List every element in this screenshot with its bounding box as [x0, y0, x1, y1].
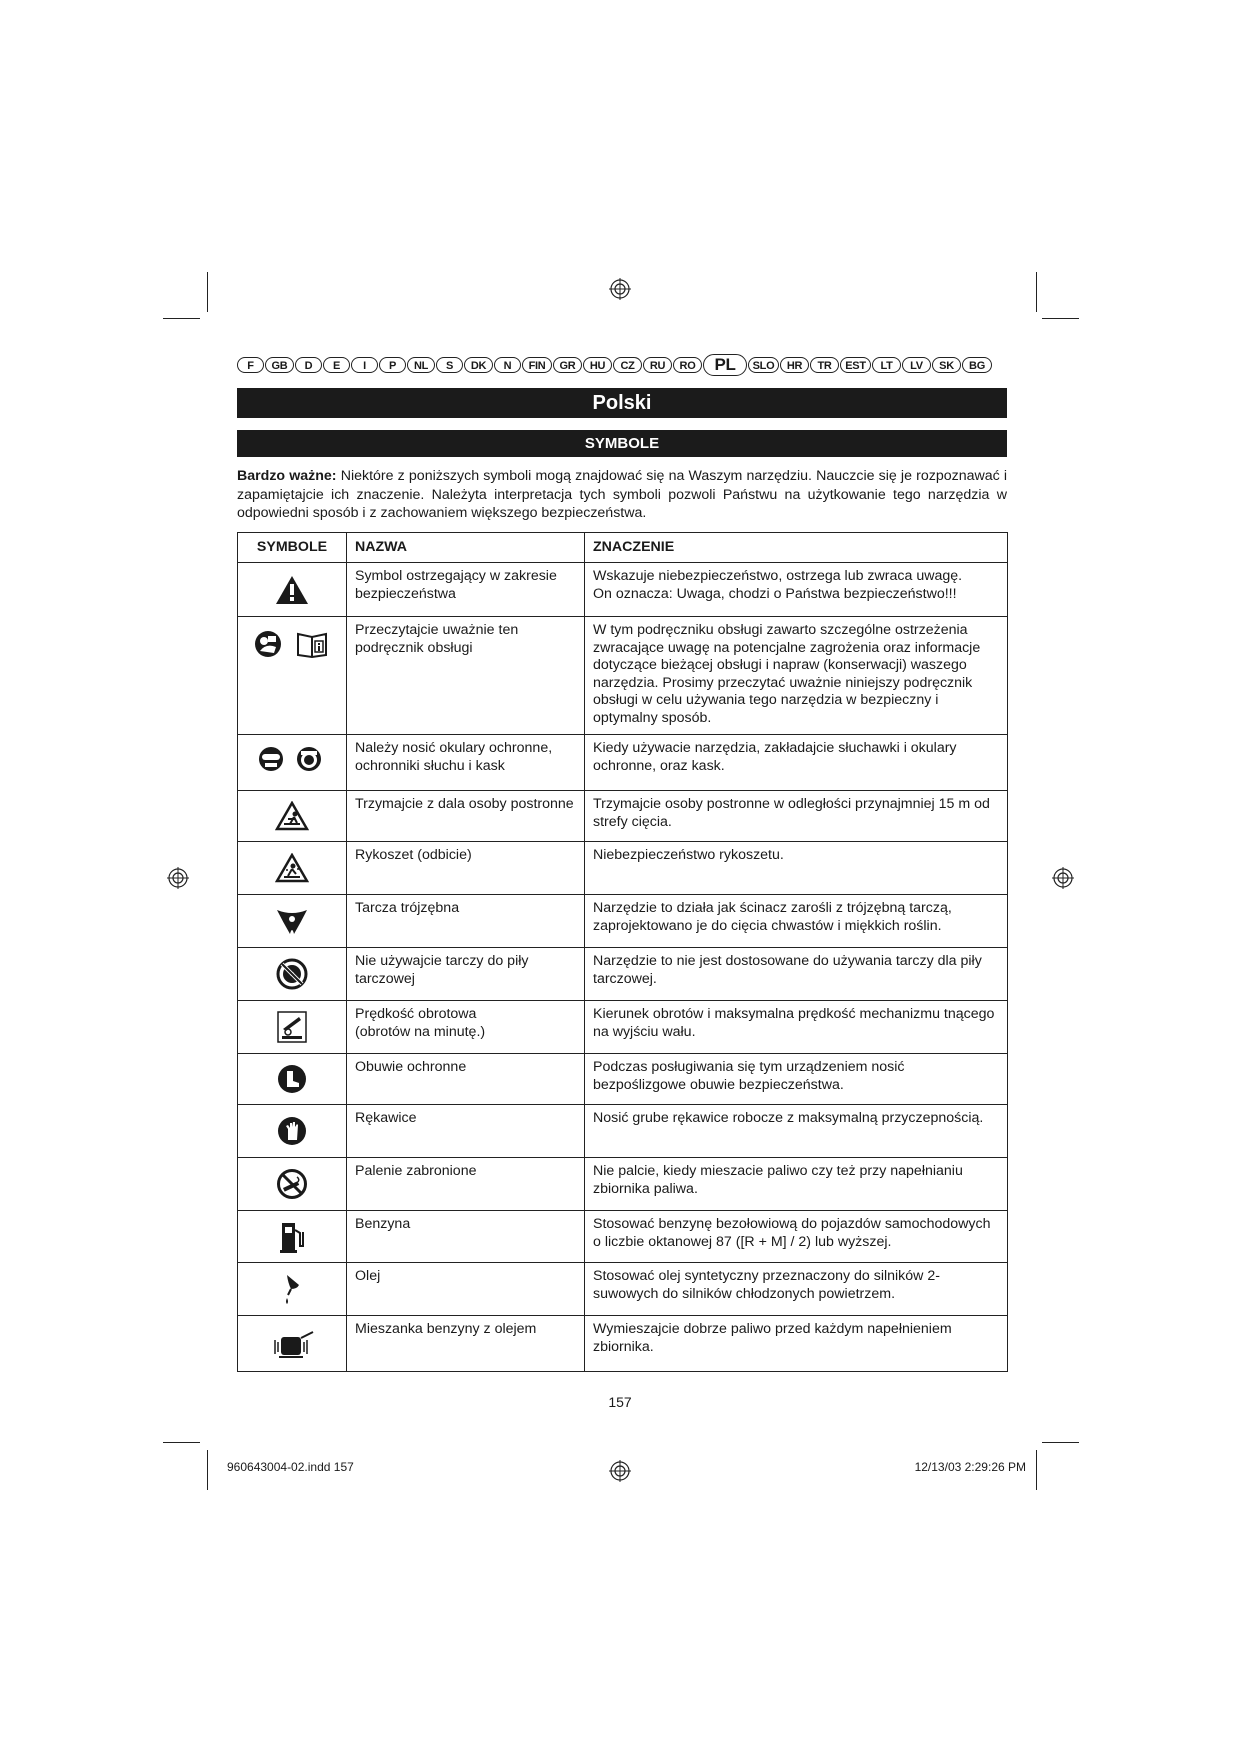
table-row — [238, 1105, 1008, 1158]
meaning-cell: Stosować olej syntetyczny przeznaczony do silników 2-suwowych do silników chłodzonych powietrzem. — [585, 1263, 1008, 1316]
language-pill[interactable]: LT — [872, 357, 901, 373]
header-nazwa: NAZWA — [347, 533, 585, 563]
symbol-cell — [238, 735, 347, 791]
registration-mark-icon — [1052, 867, 1074, 889]
symbol-cell — [238, 791, 347, 842]
crop-mark — [207, 272, 208, 312]
page-number: 157 — [608, 1394, 632, 1410]
no-smoking-icon — [276, 1168, 308, 1200]
symbol-cell — [238, 895, 347, 948]
language-pill[interactable]: D — [295, 357, 322, 373]
table-row — [238, 1211, 1008, 1263]
table-row — [238, 791, 1008, 842]
language-pill[interactable]: E — [323, 357, 350, 373]
language-pill[interactable]: P — [379, 357, 406, 373]
meaning-cell: W tym podręczniku obsługi zawarto szczególne ostrzeżenia zwracające uwagę na potencjalne zagrożenia oraz informacje dotyczące bieżącej obsługi i napraw (konserwacji) waszego narzędzia. Prosimy przeczytać uważnie niniejszy podręcznik obsługi w celu używania tego narzędzia w bezpieczny i optymalny sposób. — [585, 617, 1008, 735]
language-title: Polski — [592, 392, 652, 414]
intro-bold: Bardzo ważne: — [237, 468, 337, 484]
fuel-pump-icon — [279, 1220, 305, 1254]
language-pill[interactable]: S — [436, 357, 463, 373]
crop-mark — [1042, 1442, 1079, 1443]
registration-mark-icon — [167, 867, 189, 889]
registration-mark-icon — [609, 1460, 631, 1482]
symbol-cell — [238, 617, 347, 735]
table-row — [238, 1316, 1008, 1372]
language-pill[interactable]: F — [237, 357, 264, 373]
language-pill[interactable]: BG — [962, 357, 992, 373]
symbol-cell — [238, 1211, 347, 1263]
footer-file: 960643004-02.indd 157 — [227, 1460, 354, 1474]
table-row — [238, 1001, 1008, 1054]
name-cell: Nie używajcie tarczy do piły tarczowej — [347, 948, 585, 1001]
name-cell: Rękawice — [347, 1105, 585, 1158]
symbols-table — [237, 532, 1008, 1372]
language-pill[interactable]: RO — [673, 357, 702, 373]
name-cell: Trzymajcie z dala osoby postronne — [347, 791, 585, 842]
language-pill[interactable]: HR — [780, 357, 809, 373]
meaning-cell: Narzędzie to działa jak ścinacz zarośli z trójzębną tarczą, zaprojektowano je do cięcia chwastów i miękkich roślin. — [585, 895, 1008, 948]
meaning-cell: Nosić grube rękawice robocze z maksymalną przyczepnością. — [585, 1105, 1008, 1158]
oil-drop-icon — [279, 1271, 305, 1307]
table-row — [238, 895, 1008, 948]
name-cell: Rykoszet (odbicie) — [347, 842, 585, 895]
table-row — [238, 617, 1008, 735]
no-saw-blade-icon — [276, 958, 308, 990]
meaning-cell: Stosować benzynę bezołowiową do pojazdów samochodowych o liczbie oktanowej 87 ([R + M] / 2) lub wyższej. — [585, 1211, 1008, 1263]
crop-mark — [207, 1450, 208, 1490]
symbol-cell — [238, 1158, 347, 1211]
language-pill[interactable]: DK — [464, 357, 493, 373]
table-row — [238, 1054, 1008, 1105]
language-pill[interactable]: NL — [407, 357, 435, 373]
table-row — [238, 563, 1008, 617]
symbol-cell — [238, 1054, 347, 1105]
crop-mark — [163, 318, 200, 319]
meaning-cell: Kierunek obrotów i maksymalna prędkość mechanizmu tnącego na wyjściu wału. — [585, 1001, 1008, 1054]
name-cell: Benzyna — [347, 1211, 585, 1263]
language-pill[interactable]: TR — [810, 357, 839, 373]
table-row — [238, 735, 1008, 791]
gloves-icon — [277, 1116, 307, 1146]
language-pill[interactable]: N — [494, 357, 521, 373]
symbol-cell — [238, 1316, 347, 1372]
meaning-cell: Trzymajcie osoby postronne w odległości przynajmniej 15 m od strefy cięcia. — [585, 791, 1008, 842]
meaning-cell: Narzędzie to nie jest dostosowane do używania tarczy dla piły tarczowej. — [585, 948, 1008, 1001]
language-pill[interactable]: SLO — [748, 357, 779, 373]
language-pill[interactable]: LV — [902, 357, 931, 373]
name-cell: Symbol ostrzegający w zakresie bezpieczeństwa — [347, 563, 585, 617]
symbol-cell — [238, 1001, 347, 1054]
ricochet-icon — [275, 853, 309, 883]
name-cell: Prędkość obrotowa (obrotów na minutę.) — [347, 1001, 585, 1054]
language-pill[interactable]: CZ — [613, 357, 642, 373]
language-pill[interactable]: SK — [932, 357, 961, 373]
meaning-cell: Podczas posługiwania się tym urządzeniem nosić bezpoślizgowe obuwie bezpieczeństwa. — [585, 1054, 1008, 1105]
symbol-cell — [238, 1263, 347, 1316]
name-cell: Tarcza trójzębna — [347, 895, 585, 948]
name-cell: Olej — [347, 1263, 585, 1316]
meaning-cell: Wskazuje niebezpieczeństwo, ostrzega lub zwraca uwagę. On oznacza: Uwaga, chodzi o Państwa bezpieczeństwo!!! — [585, 563, 1008, 617]
header-znaczenie: ZNACZENIE — [585, 533, 1008, 563]
language-pill[interactable]: GR — [553, 357, 582, 373]
language-pill[interactable]: RU — [643, 357, 672, 373]
meaning-cell: Kiedy używacie narzędzia, zakładajcie słuchawki i okulary ochronne, oraz kask. — [585, 735, 1008, 791]
name-cell: Należy nosić okulary ochronne, ochronniki słuchu i kask — [347, 735, 585, 791]
symbol-cell — [238, 1105, 347, 1158]
keep-bystanders-away-icon — [275, 801, 309, 831]
header-symbole: SYMBOLE — [238, 533, 347, 563]
table-row — [238, 1263, 1008, 1316]
read-manual-icon — [254, 629, 330, 659]
meaning-cell: Niebezpieczeństwo rykoszetu. — [585, 842, 1008, 895]
language-pill[interactable]: GB — [265, 357, 294, 373]
fuel-mix-icon — [269, 1328, 315, 1360]
crop-mark — [1036, 1450, 1037, 1490]
language-selector — [237, 354, 1007, 376]
meaning-cell: Nie palcie, kiedy mieszacie paliwo czy też przy napełnianiu zbiornika paliwa. — [585, 1158, 1008, 1211]
name-cell: Obuwie ochronne — [347, 1054, 585, 1105]
language-pill[interactable]: I — [351, 357, 378, 373]
table-row — [238, 842, 1008, 895]
name-cell: Mieszanka benzyny z olejem — [347, 1316, 585, 1372]
section-title-bar — [237, 430, 1007, 457]
section-title: SYMBOLE — [584, 435, 660, 452]
symbol-cell — [238, 842, 347, 895]
meaning-cell: Wymieszajcie dobrze paliwo przed każdym napełnieniem zbiornika. — [585, 1316, 1008, 1372]
language-pill-active[interactable]: PL — [703, 354, 747, 376]
table-header-row — [238, 533, 1008, 563]
registration-mark-icon — [609, 278, 631, 300]
rotation-speed-icon — [277, 1011, 307, 1043]
language-title-bar — [237, 388, 1007, 418]
footer-timestamp: 12/13/03 2:29:26 PM — [914, 1460, 1026, 1474]
language-pill[interactable]: FIN — [522, 357, 552, 373]
crop-mark — [1042, 318, 1079, 319]
language-pill[interactable]: EST — [840, 357, 871, 373]
crop-mark — [1036, 272, 1037, 312]
three-tooth-blade-icon — [275, 906, 309, 936]
safety-boots-icon — [277, 1064, 307, 1094]
name-cell: Palenie zabronione — [347, 1158, 585, 1211]
symbol-cell — [238, 948, 347, 1001]
table-row — [238, 1158, 1008, 1211]
crop-mark — [163, 1442, 200, 1443]
warning-triangle-icon — [275, 575, 309, 605]
name-cell: Przeczytajcie uważnie ten podręcznik obsługi — [347, 617, 585, 735]
symbol-cell — [238, 563, 347, 617]
intro-text: Niektóre z poniższych symboli mogą znajdować się na Waszym narzędziu. Nauczcie się je rozpoznawać i zapamiętajcie ich znaczenie. Należyta interpretacja tych symboli pozwoli Państwu na użytkowanie tego narzędzia w odpowiedni sposób i z zachowaniem większego bezpieczeństwa. — [237, 468, 1008, 521]
language-pill[interactable]: HU — [583, 357, 612, 373]
table-row — [238, 948, 1008, 1001]
protective-gear-icon — [257, 745, 327, 773]
intro-paragraph — [237, 467, 1007, 523]
